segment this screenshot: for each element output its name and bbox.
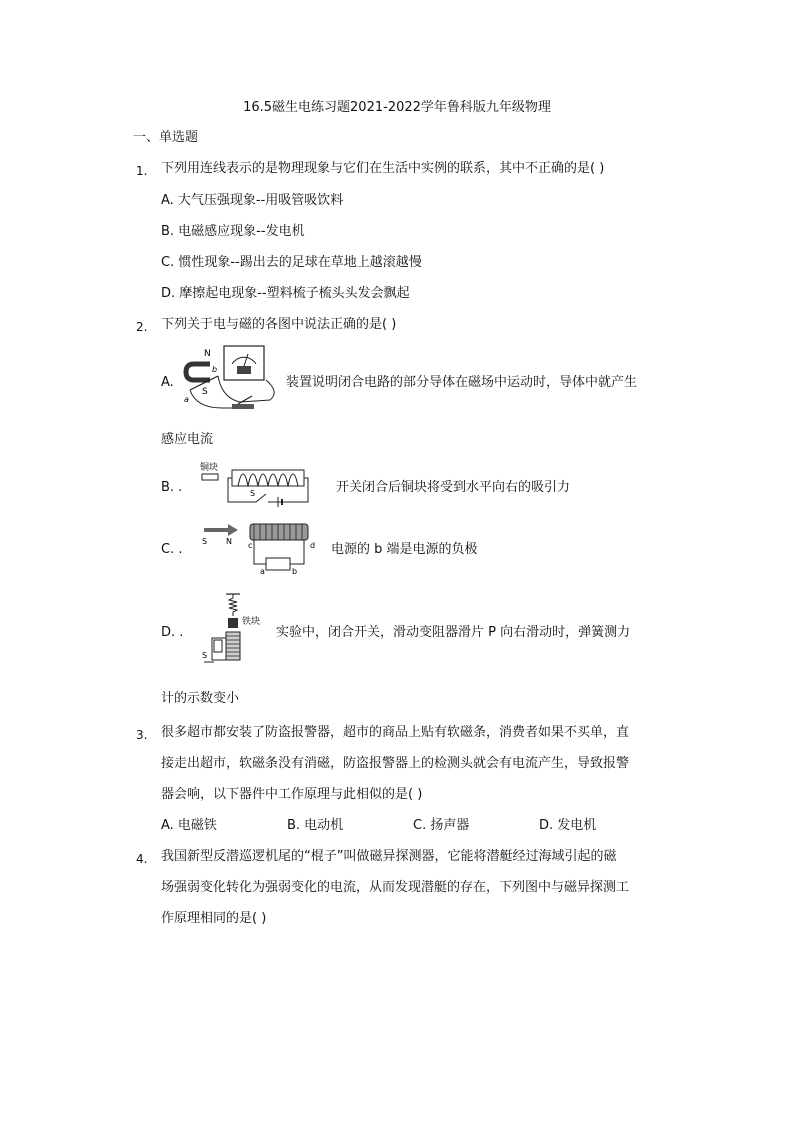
q2-option-d-continued: 计的示数变小 xyxy=(161,691,240,706)
q3-line-1: 很多超市都安装了防盗报警器，超市的商品上贴有软磁条，消费者如果不买单，直 xyxy=(161,725,630,740)
q1-option-c: C. 惯性现象--踢出去的足球在草地上越滚越慢 xyxy=(161,255,422,270)
fig-a-s: S xyxy=(202,387,208,397)
q1-stem: 下列用连线表示的是物理现象与它们在生活中实例的联系，其中不正确的是( ) xyxy=(161,161,605,176)
q1-option-d: D. 摩擦起电现象--塑料梳子梳头头发会飘起 xyxy=(161,286,410,301)
q3-number: 3. xyxy=(136,728,148,742)
q2-option-a-text: 装置说明闭合电路的部分导体在磁场中运动时，导体中就产生 xyxy=(286,375,638,390)
fig-c-n: N xyxy=(226,537,232,546)
q3-line-2: 接走出超市，软磁条没有消磁，防盗报警器上的检测头就会有电流产生，导致报警 xyxy=(161,756,630,771)
q2-option-c-label: C. . xyxy=(161,542,183,557)
fig-a-b: b xyxy=(212,365,218,374)
page-title: 16.5磁生电练习题2021-2022学年鲁科版九年级物理 xyxy=(243,100,551,115)
q2-option-d-label: D. . xyxy=(161,625,184,640)
q3-option-a: A. 电磁铁 xyxy=(161,818,217,833)
q2-option-a-continued: 感应电流 xyxy=(161,432,214,447)
fig-c-d: d xyxy=(310,541,316,550)
fig-c-a: a xyxy=(260,567,265,576)
q3-option-d: D. 发电机 xyxy=(539,818,597,833)
q2-number: 2. xyxy=(136,320,148,334)
q2-figure-a xyxy=(182,342,286,414)
q4-number: 4. xyxy=(136,852,148,866)
q2-figure-c xyxy=(198,518,332,576)
q1-option-a: A. 大气压强现象--用吸管吸饮料 xyxy=(161,193,344,208)
fig-a-a: a xyxy=(184,395,189,404)
fig-c-c: c xyxy=(248,541,253,550)
q3-line-3: 器会响，以下器件中工作原理与此相似的是( ) xyxy=(161,787,423,802)
q2-figure-b xyxy=(198,460,336,510)
q2-figure-d xyxy=(196,590,276,666)
q4-line-3: 作原理相同的是( ) xyxy=(161,911,267,926)
fig-d-iron: 铁块 xyxy=(242,617,261,627)
fig-a-n: N xyxy=(204,349,211,359)
fig-c-b: b xyxy=(292,567,298,576)
q2-option-d-text: 实验中，闭合开关，滑动变阻器滑片 P 向右滑动时，弹簧测力 xyxy=(276,625,631,640)
q3-option-c: C. 扬声器 xyxy=(413,818,470,833)
q2-option-a-label: A. xyxy=(161,375,174,390)
q2-option-b-label: B. . xyxy=(161,480,183,495)
q2-option-b-text: 开关闭合后铜块将受到水平向右的吸引力 xyxy=(336,480,571,495)
q1-option-b: B. 电磁感应现象--发电机 xyxy=(161,224,305,239)
q4-line-2: 场强弱变化转化为强弱变化的电流，从而发现潜艇的存在，下列图中与磁异探测工 xyxy=(161,880,630,895)
q2-option-c-text: 电源的 b 端是电源的负极 xyxy=(331,542,478,557)
fig-b-copper: 铜块 xyxy=(200,463,219,473)
fig-d-s: S xyxy=(202,651,208,660)
q1-number: 1. xyxy=(136,164,148,178)
q3-option-b: B. 电动机 xyxy=(287,818,344,833)
q4-line-1: 我国新型反潜巡逻机尾的“棍子”叫做磁异探测器，它能将潜艇经过海域引起的磁 xyxy=(161,849,617,864)
fig-c-s: S xyxy=(202,537,208,546)
q2-stem: 下列关于电与磁的各图中说法正确的是( ) xyxy=(161,317,397,332)
fig-b-s: S xyxy=(250,489,256,498)
section-heading: 一、单选题 xyxy=(133,130,199,145)
